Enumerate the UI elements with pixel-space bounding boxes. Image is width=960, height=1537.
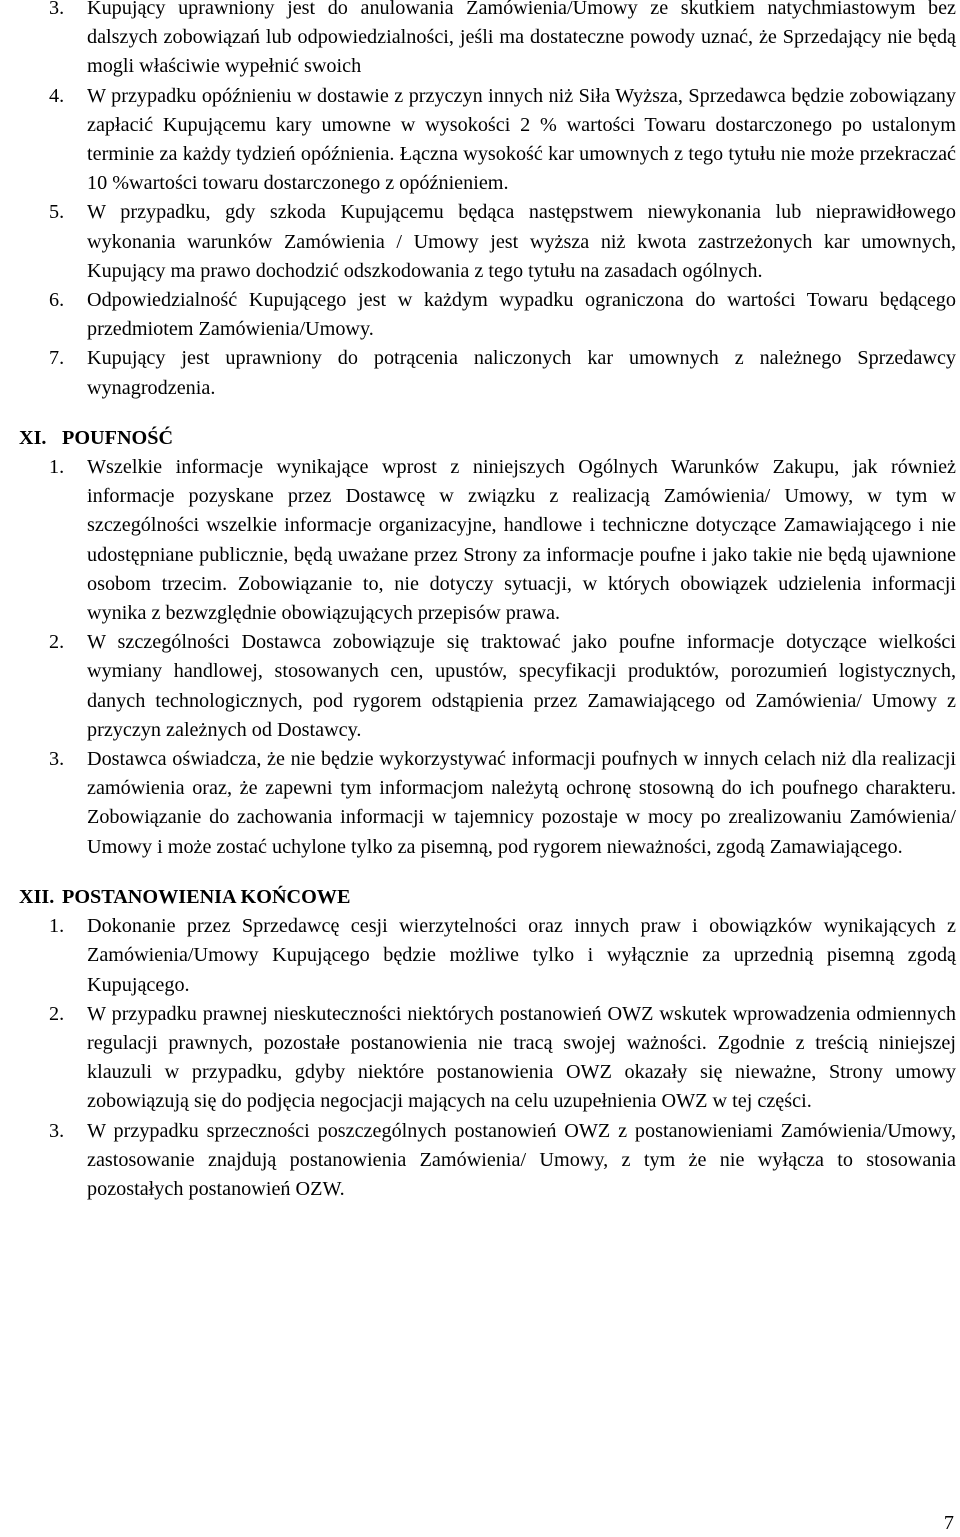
section-x-continued-list xyxy=(0,0,960,403)
list-item xyxy=(0,1000,960,1117)
list-item xyxy=(0,198,960,286)
item-text: Dokonanie przez Sprzedawcę cesji wierzytelności oraz innych praw i obowiązków wynikających z Zamówienia/Umowy Kupującego będzie możliwe tylko i wyłącznie za uprzednią pisemną zgodą Kupującego. xyxy=(87,915,956,996)
item-number: 1. xyxy=(49,456,65,479)
list-item xyxy=(0,82,960,199)
list-item xyxy=(0,286,960,344)
item-number: 1. xyxy=(49,915,65,938)
item-text: W szczególności Dostawca zobowiązuje się traktować jako poufne informacje dotyczące wielkości wymiany handlowej, stosowanych cen, upustów, specyfikacji produktów, porozumień logistycznych, danych technologicznych, pod rygorem odstąpienia przez Zamawiającego od Zamówienia/ Umowy z przyczyn zależnych od Dostawcy. xyxy=(87,631,956,741)
section-xi-list xyxy=(0,453,960,862)
item-number: 2. xyxy=(49,1002,65,1025)
item-text: Wszelkie informacje wynikające wprost z niniejszych Ogólnych Warunków Zakupu, jak również informacje pozyskane przez Dostawcę w związku z realizacją Zamówienia/ Umowy, w tym w szczególności wszelkie informacje organizacyjne, handlowe i techniczne dotyczące Zamawiającego i nie udostępniane publicznie, będą uważane przez Strony za informacje poufne i jako takie nie będą ujawnione osobom trzecim. Zobowiązanie to, nie dotyczy sytuacji, w których obowiązek udzielenia informacji wynika z bezwzględnie obowiązujących przepisów prawa. xyxy=(87,456,956,625)
list-item xyxy=(0,453,960,628)
item-text: W przypadku sprzeczności poszczególnych postanowień OWZ z postanowieniami Zamówienia/Umowy, zastosowanie znajdują postanowienia Zamówienia/ Umowy, z tym że nie wyłącza to stosowania pozostałych postanowień OZW. xyxy=(87,1119,956,1200)
item-number: 6. xyxy=(49,289,65,312)
section-xii-list xyxy=(0,912,960,1204)
item-number: 3. xyxy=(49,0,65,19)
item-text: Kupujący uprawniony jest do anulowania Zamówienia/Umowy ze skutkiem natychmiastowym bez dalszych zobowiązań lub odpowiedzialności, jeśli ma dostateczne powody uznać, że Sprzedający nie będą mogli właściwie wypełnić swoich xyxy=(87,0,956,78)
list-item xyxy=(0,1117,960,1205)
list-item xyxy=(0,912,960,1000)
page-number: 7 xyxy=(943,1512,954,1534)
section-spacer xyxy=(0,862,960,883)
item-text: Odpowiedzialność Kupującego jest w każdym wypadku ograniczona do wartości Towaru będącego przedmiotem Zamówienia/Umowy. xyxy=(87,289,956,341)
item-text: Dostawca oświadcza, że nie będzie wykorzystywać informacji poufnych w innych celach niż dla realizacji zamówienia oraz, że zapewni tym informacjom należytą ochronę stosowną do ich poufnego charakteru. Zobowiązanie do zachowania informacji w tajemnicy pozostaje w mocy po zrealizowaniu Zamówienia/ Umowy i może zostać uchylone tylko za pisemną, pod rygorem nieważności, zgodą Zamawiającego. xyxy=(87,748,956,858)
section-number: XI. xyxy=(19,426,47,449)
section-title: POSTANOWIENIA KOŃCOWE xyxy=(62,885,351,908)
item-text: W przypadku, gdy szkoda Kupującemu będąca następstwem niewykonania lub nieprawidłowego wykonania warunków Zamówienia / Umowy jest wyższa niż kwota zastrzeżonych kar umownych, Kupujący ma prawo dochodzić odszkodowania z tego tytułu na zasadach ogólnych. xyxy=(87,201,956,282)
section-heading-confidentiality xyxy=(0,424,960,453)
item-text: W przypadku opóźnieniu w dostawie z przyczyn innych niż Siła Wyższa, Sprzedawca będzie zobowiązany zapłacić Kupującemu kary umowne w wysokości 2 % wartości Towaru dostarczonego po ustalonym terminie za każdy tydzień opóźnienia. Łączna wysokość kar umownych z tego tytułu nie może przekraczać 10 %wartości towaru dostarczonego z opóźnieniem. xyxy=(87,84,956,195)
item-number: 7. xyxy=(49,347,65,370)
section-heading-final-provisions xyxy=(0,883,960,912)
list-item xyxy=(0,745,960,862)
list-item xyxy=(0,344,960,402)
item-text: Kupujący jest uprawniony do potrącenia naliczonych kar umownych z należnego Sprzedawcy wynagrodzenia. xyxy=(87,347,956,399)
list-item xyxy=(0,0,960,82)
section-title: POUFNOŚĆ xyxy=(62,426,174,449)
section-spacer xyxy=(0,403,960,424)
item-number: 3. xyxy=(49,1119,65,1142)
item-number: 4. xyxy=(49,84,65,107)
list-item xyxy=(0,628,960,745)
item-text: W przypadku prawnej nieskuteczności niektórych postanowień OWZ wskutek wprowadzenia odmiennych regulacji prawnych, pozostałe postanowienia nie tracą swojej ważności. Zgodnie z treścią niniejszej klauzuli w przypadku, gdyby niektóre postanowienia OWZ okazały się nieważne, Strony umowy zobowiązują się do podjęcia negocjacji mających na celu uzupełnienia OWZ w tej części. xyxy=(87,1002,956,1113)
item-number: 2. xyxy=(49,631,65,654)
section-number: XII. xyxy=(19,885,55,908)
item-number: 3. xyxy=(49,748,65,771)
item-number: 5. xyxy=(49,201,65,224)
